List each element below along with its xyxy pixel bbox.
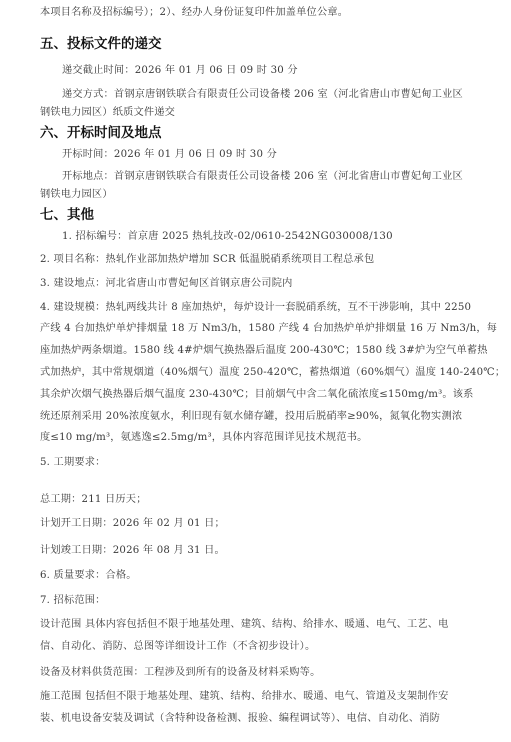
section-heading-5: 五、投标文件的递交 [40,36,162,52]
opening-place-cont: 钢铁电力园区） [40,189,113,200]
item-scale-cont: 座加热炉两条烟道。1580 线 4#炉烟气换热器后温度 200-430℃；1580 线 3#炉为空气单蓄热 [40,345,488,356]
scope-design: 设计范围 具体内容包括但不限于地基处理、建筑、结构、给排水、暖通、电气、工艺、电 [40,619,449,630]
item-scale-cont: 其余炉次烟气换热器后烟气温度 230-430℃；目前烟气中含二氧化硫浓度≤150mg/m³。该系 [40,389,474,400]
schedule-total: 总工期：211 日历天； [40,494,147,505]
item-schedule: 5. 工期要求： [40,457,106,468]
item-scale-cont: 度≤10 mg/m³，氨逃逸≤2.5mg/m³，具体内容范围详见技术规范书。 [40,432,368,443]
schedule-end: 计划竣工日期：2026 年 08 月 31 日。 [40,545,225,556]
item-tender-number: 1. 招标编号：首京唐 2025 热轧技改-02/0610-2542NG030008/130 [62,231,393,242]
opening-time: 开标时间：2026 年 01 月 06 日 09 时 30 分 [62,149,277,160]
submission-method-cont: 钢铁电力园区）纸质文件递交 [40,107,176,118]
item-scope: 7. 招标范围： [40,595,106,606]
item-location: 3. 建设地点：河北省唐山市曹妃甸区首钢京唐公司院内 [40,278,293,289]
text-line: 本项目名称及招标编号）；2）、经办人身份证复印件加盖单位公章。 [40,7,349,18]
item-scale: 4. 建设规模：热轧两线共计 8 座加热炉，每炉设计一套脱硝系统，互不干涉影响，其中 2250 [40,302,472,313]
opening-place: 开标地点：首钢京唐钢铁联合有限责任公司设备楼 206 室（河北省唐山市曹妃甸工业区 [62,171,463,182]
scope-construction-cont: 装、机电设备安装及调试（含特种设备检测、报验、编程调试等）、电信、自动化、消防 [40,713,441,724]
scope-design-cont: 信、自动化、消防、总图等详细设计工作（不含初步设计）。 [40,641,316,652]
section-heading-6: 六、开标时间及地点 [40,125,162,141]
scope-supply: 设备及材料供货范围：工程涉及到所有的设备及材料采购等。 [40,667,321,678]
submission-deadline: 递交截止时间：2026 年 01 月 06 日 09 时 30 分 [62,65,298,76]
item-scale-cont: 产线 4 台加热炉单炉排烟量 18 万 Nm3/h，1580 产线 4 台加热炉单炉排烟量 16 万 Nm3/h，每 [40,323,498,334]
section-heading-7: 七、其他 [40,207,94,223]
submission-method: 递交方式：首钢京唐钢铁联合有限责任公司设备楼 206 室（河北省唐山市曹妃甸工业区 [62,89,463,100]
item-scale-cont: 统还原剂采用 20%浓度氨水，利旧现有氨水储存罐，投用后脱硝率≥90%，氮氧化物实测浓 [40,411,463,422]
item-scale-cont: 式加热炉，其中常规烟道（40%烟气）温度 250-420℃，蓄热烟道（60%烟气）温度 140-240℃； [40,367,506,378]
scope-construction: 施工范围 包括但不限于地基处理、建筑、结构、给排水、暖通、电气、管道及支架制作安 [40,691,449,702]
item-quality: 6. 质量要求：合格。 [40,570,137,581]
item-project-name: 2. 项目名称：热轧作业部加热炉增加 SCR 低温脱硝系统项目工程总承包 [40,254,375,265]
schedule-start: 计划开工日期：2026 年 02 月 01 日； [40,518,225,529]
